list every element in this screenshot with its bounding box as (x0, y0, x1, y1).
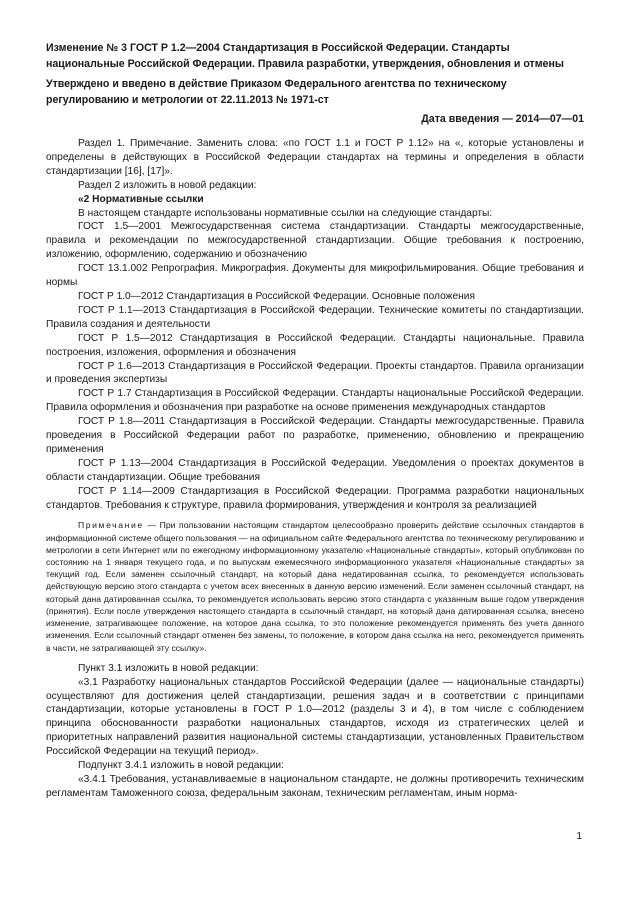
paragraph: Подпункт 3.4.1 изложить в новой редакции: (78, 760, 284, 772)
reference-item: ГОСТ Р 1.6—2013 Стандартизация в Российской Федерации. Проекты стандартов. Правила организации и проведения экспертизы (46, 360, 584, 386)
paragraph: В настоящем стандарте использованы нормативные ссылки на следующие стандарты: (78, 207, 493, 219)
reference-item: ГОСТ Р 1.1—2013 Стандартизация в Российской Федерации. Технические комитеты по стандартизации. Правила создания и деятельности (46, 304, 584, 330)
reference-item: ГОСТ Р 1.7 Стандартизация в Российской Федерации. Стандарты национальные Российской Федерации. Правила оформления и обозначения при разработке на основе применения международных стандартов (46, 388, 584, 414)
note-lead: Примечание (78, 520, 144, 531)
approval-line: Утверждено и введено в действие Приказом Федерального агентства по техническому регулированию и метрологии от 22.11.2013 № 1971-ст (46, 78, 507, 106)
paragraph: «3.4.1 Требования, устанавливаемые в национальном стандарте, не должны противоречить техническим регламентам Таможенного союза, федеральным законам, техническим регламентам, иным норма- (46, 773, 584, 799)
reference-item: ГОСТ Р 1.5—2012 Стандартизация в Российской Федерации. Стандарты национальные. Правила построения, изложения, оформления и обозначения (46, 332, 584, 358)
reference-item: ГОСТ Р 1.14—2009 Стандартизация в Российской Федерации. Программа разработки национальных стандартов. Требования к структуре, правила формирования, утверждения и контроля за реализацией (46, 485, 584, 511)
note-text: — При пользовании настоящим стандартом целесообразно проверить действие ссылочных стандартов в информационной системе общего пользования — на официальном сайте Федерального агентства по техническому регулированию и метрологии в сети Интернет или по ежегодному информационному указателю «Национальные стандарты», который опубликован по состоянию на 1 января текущего года, и по выпускам ежемесячного информационного указателя «Национальные стандарты» за текущий год. Если заменен ссылочный стандарт, на который дана недатированная ссылка, то рекомендуется использовать действующую версию этого стандарта с учетом всех внесенных в данную версию изменений. Если заменен ссылочный стандарт, на который дана датированная ссылка, то рекомендуется использовать версию этого стандарта с указанным выше годом утверждения (принятия). Если после утверждения настоящего стандарта в ссылочный стандарт, на который дана датированная ссылка, внесено изменение, затрагивающее положение, на которое дана ссылка, то это положение рекомендуется применять без учета данного изменения. Если ссылочный стандарт отменен без замены, то положение, в котором дана ссылка на него, рекомендуется применять в части, не затрагивающей эту ссылку». (46, 520, 584, 653)
paragraph: «3.1 Разработку национальных стандартов Российской Федерации (далее — национальные стандарты) осуществляют для достижения целей стандартизации, решения задач и в соответствии с принципами стандартизации, которые установлены в ГОСТ Р 1.0—2012 (разделы 3 и 4), в том числе с соблюдением принципа обоснованности разработки национальных стандартов, исходя из стратегических целей и приоритетных направлений развития национальной системы стандартизации, установленных Правительством Российской Федерации на текущий период». (46, 676, 584, 758)
reference-item: ГОСТ Р 1.8—2011 Стандартизация в Российской Федерации. Стандарты межгосударственные. Правила проведения в Российской Федерации работ по разработке, применению, обновлению и прекращению применения (46, 416, 584, 455)
reference-item: ГОСТ Р 1.0—2012 Стандартизация в Российской Федерации. Основные положения (78, 290, 475, 302)
reference-item: ГОСТ 1.5—2001 Межгосударственная система стандартизации. Стандарты межгосударственные, правила и рекомендации по межгосударственной стандартизации. Общие требования к построению, изложению, оформлению, содержанию и обозначению (46, 221, 584, 261)
paragraph: Раздел 1. Примечание. Заменить слова: «по ГОСТ 1.1 и ГОСТ Р 1.12» на «, которые установлены и определены в действующих в Российской Федерации стандартах на термины и определения в области стандартизации [16], [17]». (46, 138, 584, 177)
section-heading: «2 Нормативные ссылки (78, 193, 204, 205)
effective-date: Дата введения — 2014—07—01 (421, 113, 584, 125)
paragraph: Пункт 3.1 изложить в новой редакции: (78, 662, 259, 674)
document-title: Изменение № 3 ГОСТ Р 1.2—2004 Стандартизация в Российской Федерации. Стандарты национальные Российской Федерации. Правила разработки, утверждения, обновления и отмены (46, 42, 564, 70)
paragraph: Раздел 2 изложить в новой редакции: (78, 179, 257, 191)
note-block (46, 519, 584, 653)
reference-item: ГОСТ 13.1.002 Репрография. Микрография. Документы для микрофильмирования. Общие требования и нормы (46, 263, 584, 289)
page-number: 1 (576, 831, 582, 842)
reference-item: ГОСТ Р 1.13—2004 Стандартизация в Российской Федерации. Уведомления о проектах документов в области стандартизации. Общие требования (46, 457, 584, 483)
